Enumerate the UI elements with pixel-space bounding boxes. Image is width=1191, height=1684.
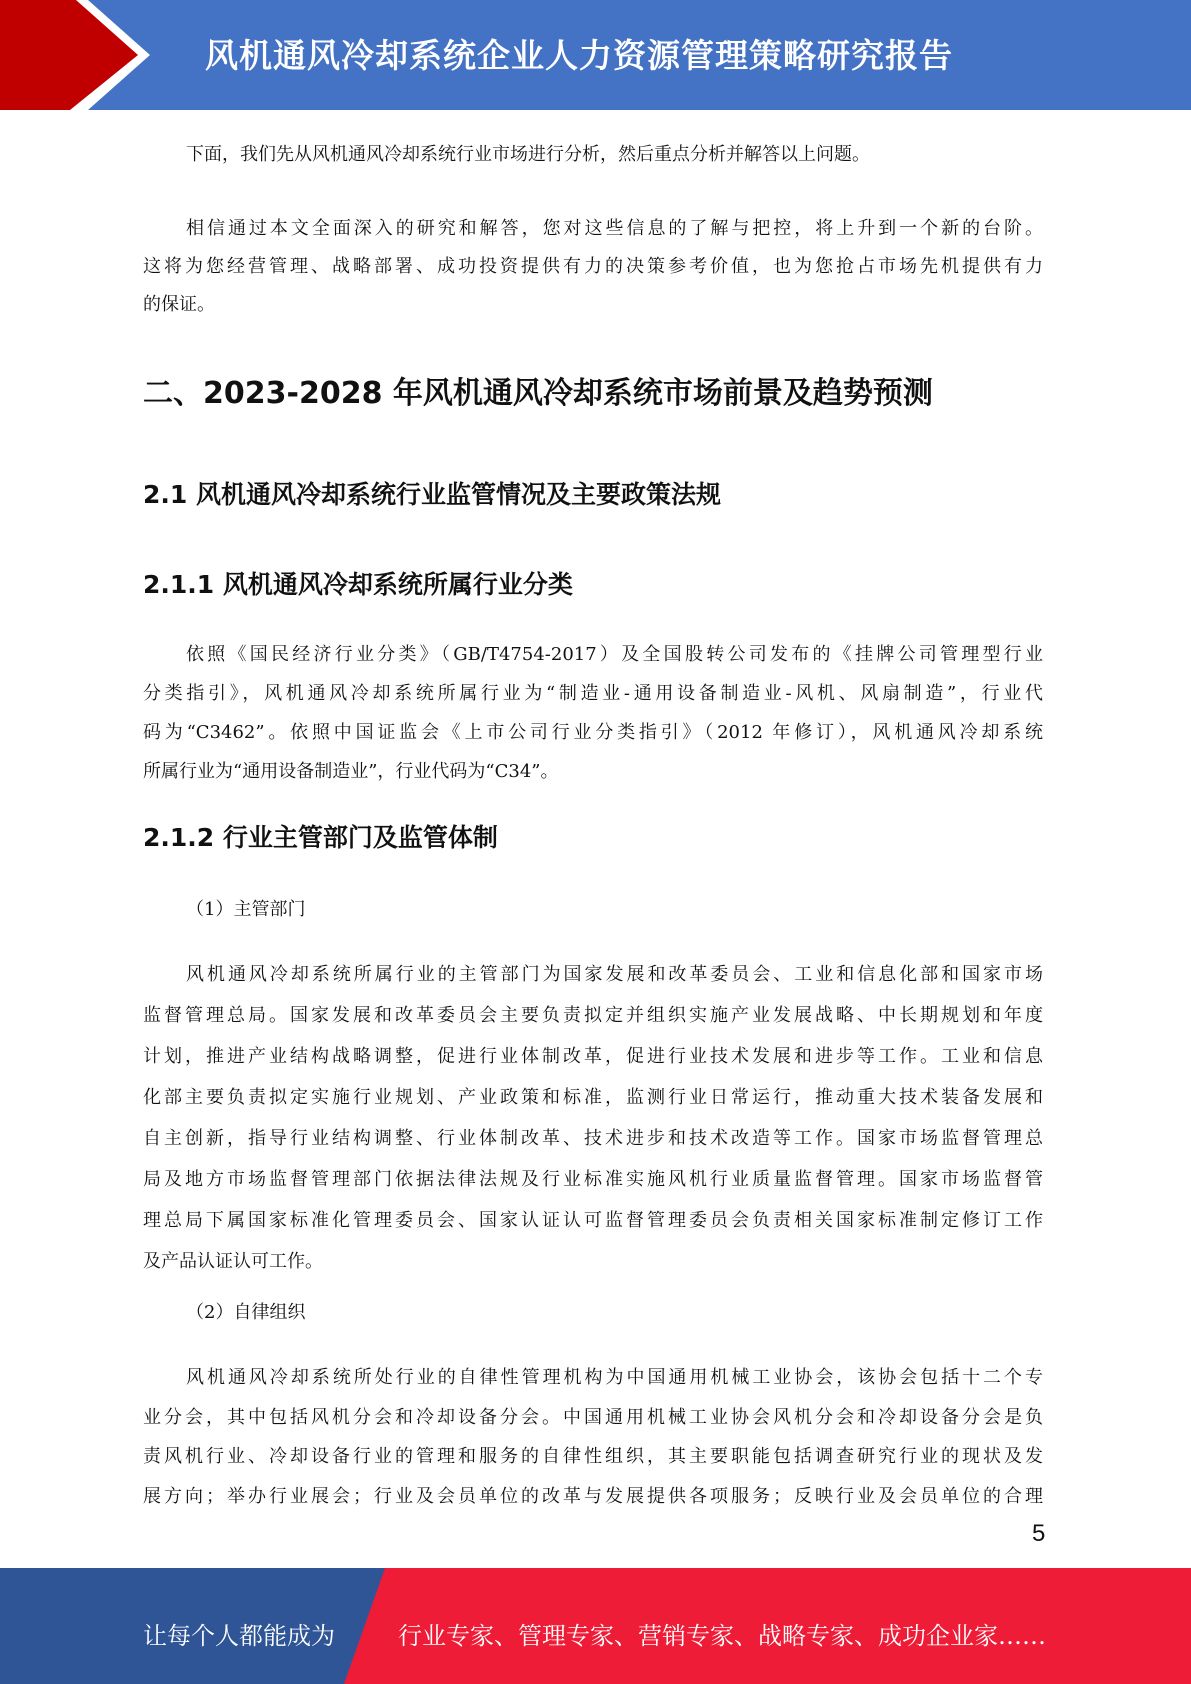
text-line: 自主创新，指导行业结构调整、行业体制改革、技术进步和技术改造等工作。国家市场监督管理总: [143, 1128, 1043, 1149]
sub-heading-authority: [143, 889, 1043, 930]
classification-paragraph: [143, 635, 1043, 791]
text-line: 化部主要负责拟定实施行业规划、产业政策和标准，监测行业日常运行，推动重大技术装备发展和: [143, 1087, 1043, 1108]
intro-paragraph-2: [143, 210, 1043, 324]
text-line: 责风机行业、冷却设备行业的管理和服务的自律性组织，其主要职能包括调查研究行业的现状及发: [143, 1446, 1043, 1467]
footer-slogan-right: 行业专家、管理专家、营销专家、战略专家、成功企业家……: [398, 1622, 1046, 1650]
text-line: （1）主管部门: [186, 899, 306, 920]
text-line: 的保证。: [143, 294, 215, 315]
text-line: 展方向；举办行业展会；行业及会员单位的改革与发展提供各项服务；反映行业及会员单位的合理: [143, 1485, 1043, 1507]
text-line: 码为“C3462”。依照中国证监会《上市公司行业分类指引》（2012 年修订），风机通风冷却系统: [143, 722, 1043, 743]
subsection-heading: 2.1.1 风机通风冷却系统所属行业分类: [143, 570, 573, 599]
page-footer: [0, 1568, 1191, 1684]
text-line: 分类指引》，风机通风冷却系统所属行业为“制造业-通用设备制造业-风机、风扇制造”，行业代: [143, 683, 1043, 704]
text-line: 风机通风冷却系统所处行业的自律性管理机构为中国通用机械工业协会，该协会包括十二个专: [186, 1367, 1043, 1388]
intro-paragraph-1: [143, 134, 1043, 175]
text-line: 依照《国民经济行业分类》（GB/T4754-2017）及全国股转公司发布的《挂牌公司管理型行业: [186, 644, 1043, 665]
page-number: 5: [1032, 1520, 1046, 1547]
text-line: （2）自律组织: [186, 1302, 306, 1323]
text-line: 监督管理总局。国家发展和改革委员会主要负责拟定并组织实施产业发展战略、中长期规划和年度: [143, 1005, 1043, 1026]
page-header: [0, 0, 1191, 110]
text-line: 及产品认证认可工作。: [143, 1251, 323, 1272]
text-line: 理总局下属国家标准化管理委员会、国家认证认可监督管理委员会负责相关国家标准制定修订工作: [143, 1210, 1043, 1231]
text-line: 业分会，其中包括风机分会和冷却设备分会。中国通用机械工业协会风机分会和冷却设备分会是负: [143, 1406, 1043, 1428]
subsection-heading: 2.1.2 行业主管部门及监管体制: [143, 823, 498, 852]
header-title: 风机通风冷却系统企业人力资源管理策略研究报告: [205, 36, 953, 75]
text-line: 所属行业为“通用设备制造业”，行业代码为“C34”。: [143, 761, 559, 782]
text-line: 相信通过本文全面深入的研究和解答，您对这些信息的了解与把控，将上升到一个新的台阶。: [186, 218, 1043, 239]
footer-slogan-left: 让每个人都能成为: [143, 1622, 335, 1650]
text-line: 下面，我们先从风机通风冷却系统行业市场进行分析，然后重点分析并解答以上问题。: [186, 144, 870, 165]
authority-paragraph: [143, 954, 1043, 1282]
self-regulation-paragraph: [143, 1358, 1043, 1516]
text-line: 这将为您经营管理、战略部署、成功投资提供有力的决策参考价值，也为您抢占市场先机提供有力: [143, 256, 1043, 277]
section-heading: 二、2023-2028 年风机通风冷却系统市场前景及趋势预测: [143, 376, 933, 411]
text-line: 局及地方市场监督管理部门依据法律法规及行业标准实施风机行业质量监督管理。国家市场监督管: [143, 1169, 1043, 1190]
text-line: 风机通风冷却系统所属行业的主管部门为国家发展和改革委员会、工业和信息化部和国家市场: [186, 964, 1043, 985]
text-line: 计划，推进产业结构战略调整，促进行业体制改革，促进行业技术发展和进步等工作。工业和信息: [143, 1046, 1043, 1067]
sub-heading-self-regulation: [143, 1292, 1043, 1333]
subsection-heading: 2.1 风机通风冷却系统行业监管情况及主要政策法规: [143, 480, 721, 509]
